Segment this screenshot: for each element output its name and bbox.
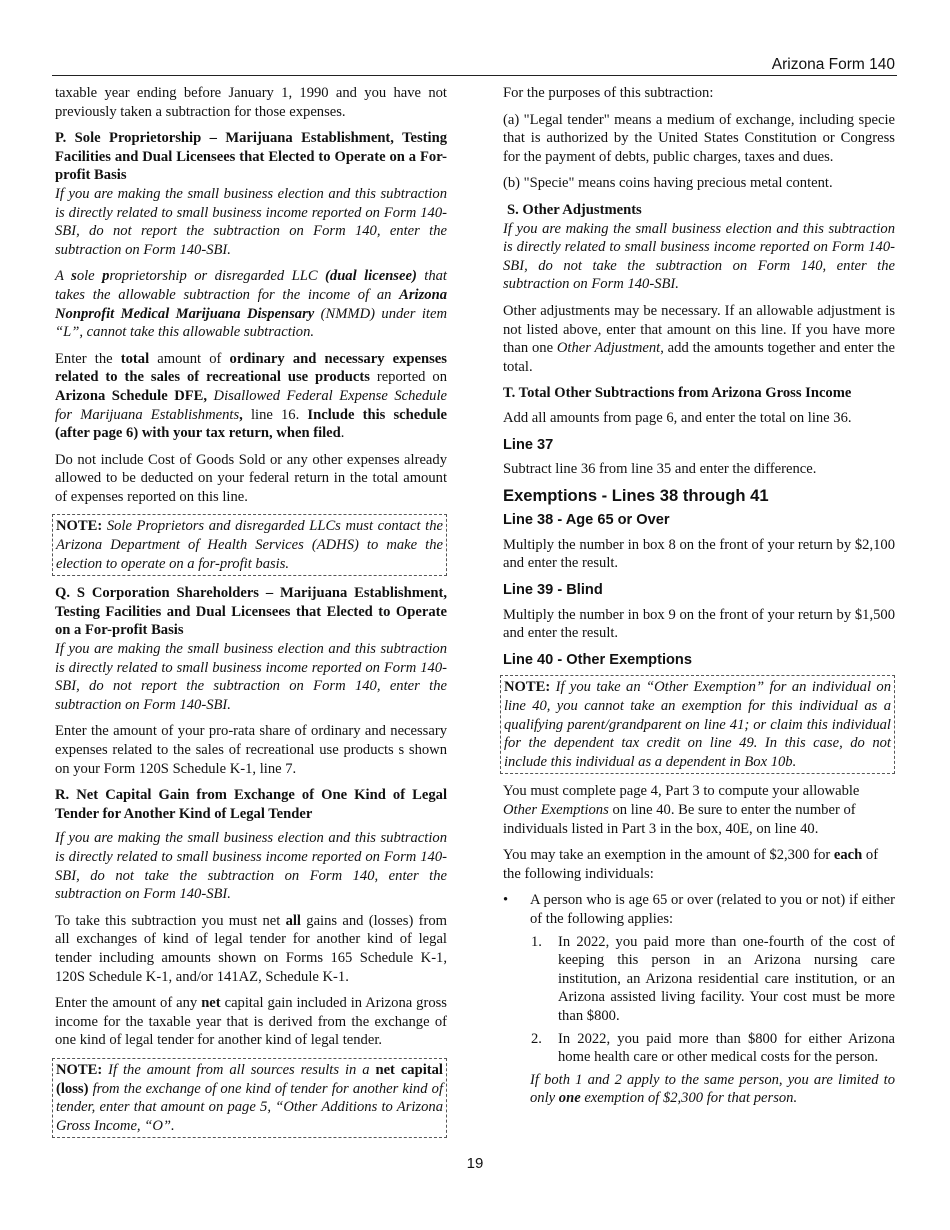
section-t-text: Add all amounts from page 6, and enter the total on line 36. — [503, 409, 852, 426]
section-r-title: R. Net Capital Gain from Exchange of One Kind of Legal Tender for Another Kind of Legal Tender — [55, 787, 447, 822]
note-adhs: NOTE: Sole Proprietors and disregarded LLCs must contact the Arizona Department of Health Services (ADHS) to make the election to operate on a for-profit basis. — [52, 514, 447, 576]
specie-definition: (b) "Specie" means coins having precious metal content. — [503, 175, 833, 192]
list-item-2: 2. In 2022, you paid more than $800 for either Arizona home health care or other medical costs for the person. — [531, 1030, 895, 1066]
section-p-dual-licensee: A sole proprietorship or disregarded LLC (dual licensee) that takes the allowable subtraction for the income of an Arizona Nonprofit Medical Marijuana Dispensary (NMMD) under item “L”, cannot take this allowable subtraction. — [55, 268, 447, 341]
section-q-sbi-note: If you are making the small business election and this subtraction is directly related to small business income reported on Form 140-SBI, do not report the subtraction on Form 140, enter the subtraction on Form 140-SBI. — [55, 641, 447, 713]
section-s-text: Other adjustments may be necessary. If an allowable adjustment is not listed above, enter that amount on this line. If you have more than one Other Adjustment, add the amounts together and enter the total. — [503, 302, 895, 375]
section-p-title: P. Sole Proprietorship – Marijuana Establishment, Testing Facilities and Dual Licensees that Elected to Operate on a For-profit Basis — [55, 130, 447, 184]
bullet-icon: • — [503, 892, 509, 909]
line-40-title: Line 40 - Other Exemptions — [503, 651, 692, 668]
section-q-enter: Enter the amount of your pro-rata share of ordinary and necessary expenses related to the sales of recreational use products s shown on your Form 120S Schedule K-1, line 7. — [55, 723, 447, 777]
limit-note: If both 1 and 2 apply to the same person, you are limited to only one exemption of $2,300 for that person. — [530, 1071, 895, 1107]
note-other-exemption: NOTE: If you take an “Other Exemption” for an individual on line 40, you cannot take an exemption for this individual as a qualifying parent/grandparent on line 41; or claim this individual for the dependent tax credit on line 49. In this case, do not include this individual as a dependent in Box 10b. — [500, 675, 895, 774]
section-p-cogs: Do not include Cost of Goods Sold or any other expenses already allowed to be deducted on your federal return in the total amount of expenses reported on this line. — [55, 451, 447, 505]
note-net-capital-loss: NOTE: If the amount from all sources results in a net capital (loss) from the exchange of one kind of tender for another kind of tender, enter that amount on page 5, “Other Additions to Arizona Gross Income, “O”. — [52, 1058, 447, 1138]
complete-part-3-text: You must complete page 4, Part 3 to compute your allowable Other Exemptions on line 40. Be sure to enter the number of individuals listed in Part 3 in the box, 40E, on line 40. — [503, 783, 860, 837]
page-number: 19 — [466, 1155, 484, 1172]
left-column — [55, 84, 447, 1146]
section-s-title: S. Other Adjustments — [507, 201, 642, 218]
section-r-take: To take this subtraction you must net all gains and (losses) from all exchanges of kind of legal tender for another kind of legal tender including amounts shown on Forms 165 Schedule K-1, 120S Schedule K-1, and/or 141AZ, Schedule K-1. — [55, 912, 447, 985]
line-38-title: Line 38 - Age 65 or Over — [503, 512, 670, 529]
line-39-title: Line 39 - Blind — [503, 582, 603, 599]
list-item-1: 1. In 2022, you paid more than one-fourth of the cost of keeping this person in an Arizona nursing care institution, an Arizona residential care institution, or an Arizona assisted living facility. Your cost must be more than $800. — [531, 933, 895, 1024]
section-s-sbi-note: If you are making the small business election and this subtraction is directly related to small business income reported on Form 140-SBI, do not take the subtraction on Form 140, enter the subtraction on Form 140-SBI. — [503, 220, 895, 293]
section-r-sbi-note: If you are making the small business election and this subtraction is directly related to small business income reported on Form 140-SBI, do not take the subtraction on Form 140, enter the subtraction on Form 140-SBI. — [55, 830, 447, 903]
bullet-age-65: • A person who is age 65 or over (related to you or not) if either of the following applies: — [503, 892, 895, 927]
section-q-title: Q. S Corporation Shareholders – Marijuana Establishment, Testing Facilities and Dual Licensees that Elected to Operate on a For-profit Basis — [55, 585, 447, 639]
section-r-enter: Enter the amount of any net capital gain included in Arizona gross income for the taxable year that is derived from the exchange of one kind of legal tender for another kind of legal tender. — [55, 995, 447, 1049]
section-p-enter-total: Enter the total amount of ordinary and necessary expenses related to the sales of recreational use products reported on Arizona Schedule DFE, Disallowed Federal Expense Schedule for Marijuana Establishments, line 16. Include this schedule (after page 6) with your tax return, when filed. — [55, 350, 448, 442]
section-t-title: T. Total Other Subtractions from Arizona Gross Income — [503, 385, 852, 402]
line-37-text: Subtract line 36 from line 35 and enter the difference. — [503, 461, 817, 478]
line-39-text: Multiply the number in box 9 on the front of your return by $1,500 and enter the result. — [503, 606, 895, 642]
right-column — [503, 84, 895, 1108]
purposes-text: For the purposes of this subtraction: — [503, 85, 714, 101]
header-rule — [52, 75, 897, 76]
form-title: Arizona Form 140 — [771, 56, 895, 73]
line-37-title: Line 37 — [503, 436, 554, 453]
legal-tender-definition: (a) "Legal tender" means a medium of exchange, including specie that is authorized by the United States Constitution or Congress for the payment of debts, public charges, taxes and dues. — [503, 111, 895, 165]
section-p-sbi-note: If you are making the small business election and this subtraction is directly related to small business income reported on Form 140-SBI, do not report the subtraction on Form 140, enter the subtraction on Form 140-SBI. — [55, 185, 447, 258]
may-take-exemption-text: You may take an exemption in the amount of $2,300 for each of the following individuals: — [503, 847, 879, 882]
line-38-text: Multiply the number in box 8 on the front of your return by $2,100 and enter the result. — [503, 536, 895, 572]
intro-paragraph: taxable year ending before January 1, 1990 and you have not previously taken a subtraction for those expenses. — [55, 85, 447, 120]
exemptions-title: Exemptions - Lines 38 through 41 — [503, 485, 769, 505]
